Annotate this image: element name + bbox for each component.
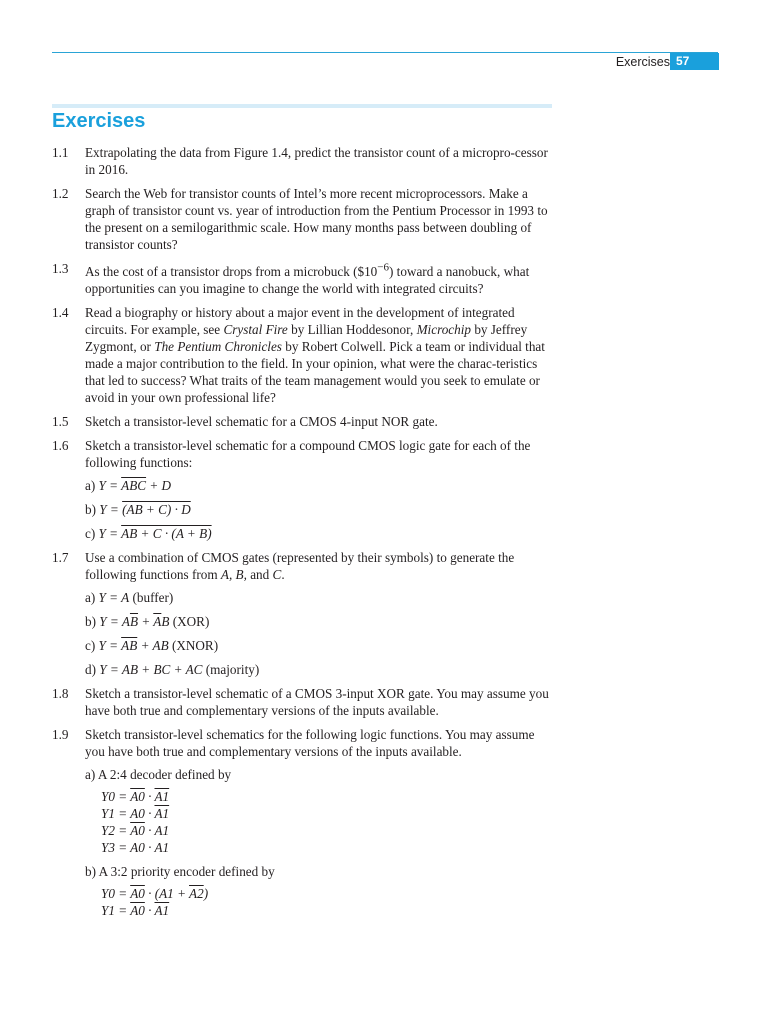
sub-item-b	[85, 863, 552, 919]
item-note: (buffer)	[132, 590, 174, 606]
sub-item-a	[85, 589, 552, 606]
exercise-number: 1.9	[52, 727, 69, 743]
book-title: The Pentium Chronicles	[154, 339, 282, 355]
item-label: b)	[85, 864, 96, 880]
decoder-equations	[85, 788, 552, 856]
exercise-number: 1.6	[52, 438, 69, 454]
text-part: As the cost of a transistor drops from a microbuck ($10	[85, 264, 378, 280]
exercise-number: 1.1	[52, 145, 69, 160]
exercise-text: Extrapolating the data from Figure 1.4, predict the transistor count of a micropro-cessor in 2016.	[85, 145, 548, 177]
exercise-1-3	[52, 260, 552, 297]
exercise-1-8	[52, 685, 552, 719]
encoder-equations	[85, 885, 552, 919]
sub-items	[85, 766, 552, 919]
section-title: Exercises	[52, 110, 146, 132]
exercise-1-6	[52, 437, 552, 542]
sub-item-b	[85, 613, 552, 630]
equation: Y3 = A0 · A1	[101, 840, 170, 856]
book-title: Crystal Fire	[223, 322, 288, 338]
equation: Y = (AB + C) · D	[99, 502, 191, 518]
equation: Y1 = A0 · A1	[101, 903, 170, 919]
exercise-number: 1.2	[52, 186, 69, 201]
equation: Y1 = A0 · A1	[101, 806, 170, 822]
equation: Y = A	[98, 590, 130, 606]
exercise-text: Sketch a transistor-level schematic of a CMOS 3-input XOR gate. You may assume you have both true and complementary versions of the inputs available.	[85, 686, 549, 719]
equation: Y0 = A0 · (A1 + A2)	[101, 886, 209, 902]
book-title: Microchip	[416, 322, 472, 338]
exercise-1-1	[52, 144, 552, 178]
exercise-text	[85, 264, 529, 296]
variable: A, B,	[220, 567, 247, 583]
text-part: .	[281, 567, 285, 583]
item-label: a)	[85, 478, 96, 494]
exercise-number: 1.3	[52, 261, 69, 276]
exercise-number: 1.8	[52, 686, 69, 702]
item-text: A 2:4 decoder defined by	[97, 767, 232, 783]
text-part: Use a combination of CMOS gates (represented by their symbols) to generate the following functions from	[85, 550, 515, 583]
text-part: and	[246, 567, 273, 583]
exponent: −6	[377, 262, 389, 274]
equation: $Y = \overline{AB}$ + AB	[98, 638, 169, 654]
item-label: c)	[85, 638, 96, 654]
exercise-1-4	[52, 304, 552, 406]
exercise-text: Sketch transistor-level schematics for the following logic functions. You may assume you have both true and complementary versions of the inputs available.	[85, 727, 535, 760]
running-title: Exercises	[615, 55, 670, 69]
exercise-text: Sketch a transistor-level schematic for a compound CMOS logic gate for each of the following functions:	[85, 438, 531, 471]
item-label: b)	[85, 502, 96, 518]
exercise-text	[85, 550, 514, 582]
exercise-1-7	[52, 549, 552, 678]
equation: $Y = \overline{ABC} + D$	[98, 478, 172, 494]
equation: Y = AB + BC + AC	[99, 662, 203, 678]
text-part: Read a biography or history about a major event in the development of integrated circuits. For example, see	[85, 305, 515, 338]
exercise-number: 1.4	[52, 305, 69, 321]
page-number: 57	[670, 53, 719, 70]
sub-items	[85, 477, 552, 542]
exercise-text	[85, 305, 545, 405]
item-label: b)	[85, 614, 96, 630]
text-part: ) toward a nanobuck, what opportunities can you imagine to change the world with integrated circuits?	[85, 264, 530, 297]
item-label: d)	[85, 662, 96, 678]
sub-item-c	[85, 525, 552, 542]
item-label: a)	[85, 767, 96, 783]
item-label: c)	[85, 526, 96, 542]
text-part: by Jeffrey Zygmont, or	[85, 322, 528, 355]
variable: C	[272, 567, 282, 583]
equation: $Y = A\overline{B} + \overline{A}B$	[99, 614, 170, 630]
sub-items	[85, 589, 552, 678]
exercise-1-5	[52, 413, 552, 430]
text-part: by Robert Colwell. Pick a team or individual that made a major contribution to the field. In your opinion, what were the charac-teristics that led to success? What traits of the team management would you seek to emulate or avoid in your own professional life?	[85, 339, 545, 406]
exercise-number: 1.7	[52, 550, 69, 566]
item-note: (majority)	[205, 662, 260, 678]
exercise-list	[52, 144, 552, 926]
text-part: by Lillian Hoddesonor,	[287, 322, 417, 338]
equation: Y2 = A0 · A1	[101, 823, 170, 839]
sub-item-a	[85, 477, 552, 494]
sub-item-d	[85, 661, 552, 678]
item-text: A 3:2 priority encoder defined by	[98, 864, 275, 880]
equation: Y0 = A0 · A1	[101, 789, 170, 805]
top-rule	[52, 52, 718, 53]
sub-item-c	[85, 637, 552, 654]
item-note: (XNOR)	[171, 638, 219, 654]
sub-item-b	[85, 501, 552, 518]
sub-item-a	[85, 766, 552, 856]
exercise-text: Sketch a transistor-level schematic for a CMOS 4-input NOR gate.	[85, 414, 438, 430]
exercise-text: Search the Web for transistor counts of Intel’s more recent microprocessors. Make a graph of transistor count vs. year of introduction from the Pentium Processor in 1993 to the present on a semilogarithmic scale. How many months pass between doubling of transistor counts?	[85, 186, 548, 252]
exercise-1-2	[52, 185, 552, 253]
exercise-1-9	[52, 726, 552, 919]
equation: Y = AB + C · (A + B)	[98, 526, 212, 542]
item-note: (XOR)	[172, 614, 210, 630]
exercise-number: 1.5	[52, 414, 69, 430]
item-label: a)	[85, 590, 96, 606]
